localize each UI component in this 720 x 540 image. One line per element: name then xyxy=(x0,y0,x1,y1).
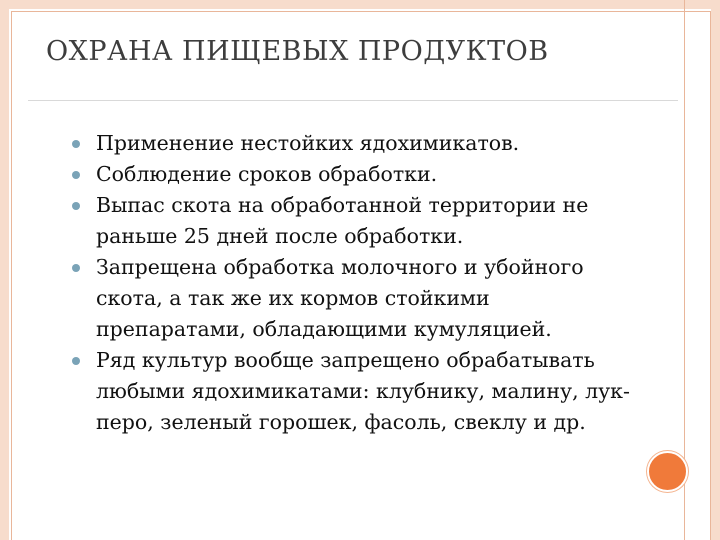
bullet-dot-icon xyxy=(72,171,80,179)
list-item-text: Запрещена обработка молочного и убойного скота, а так же их кормов стойкими препаратами, обладающими кумуляцией. xyxy=(96,255,584,341)
list-item xyxy=(72,190,632,252)
list-item xyxy=(72,128,632,159)
list-item-text: Применение нестойких ядохимикатов. xyxy=(96,131,520,155)
title-divider xyxy=(28,100,678,101)
slide-title: ОХРАНА ПИЩЕВЫХ ПРОДУКТОВ xyxy=(46,36,549,67)
list-item xyxy=(72,159,632,190)
list-item xyxy=(72,252,632,345)
decorative-circle-icon xyxy=(647,451,688,492)
bullet-dot-icon xyxy=(72,357,80,365)
bullet-dot-icon xyxy=(72,202,80,210)
bullet-dot-icon xyxy=(72,140,80,148)
bullet-dot-icon xyxy=(72,264,80,272)
list-item-text: Выпас скота на обработанной территории не раньше 25 дней после обработки. xyxy=(96,193,589,248)
list-item-text: Ряд культур вообще запрещено обрабатывать любыми ядохимикатами: клубнику, малину, лук-перо, зеленый горошек, фасоль, свеклу и др. xyxy=(96,348,630,434)
bullet-list xyxy=(72,128,632,438)
list-item xyxy=(72,345,632,438)
list-item-text: Соблюдение сроков обработки. xyxy=(96,162,438,186)
